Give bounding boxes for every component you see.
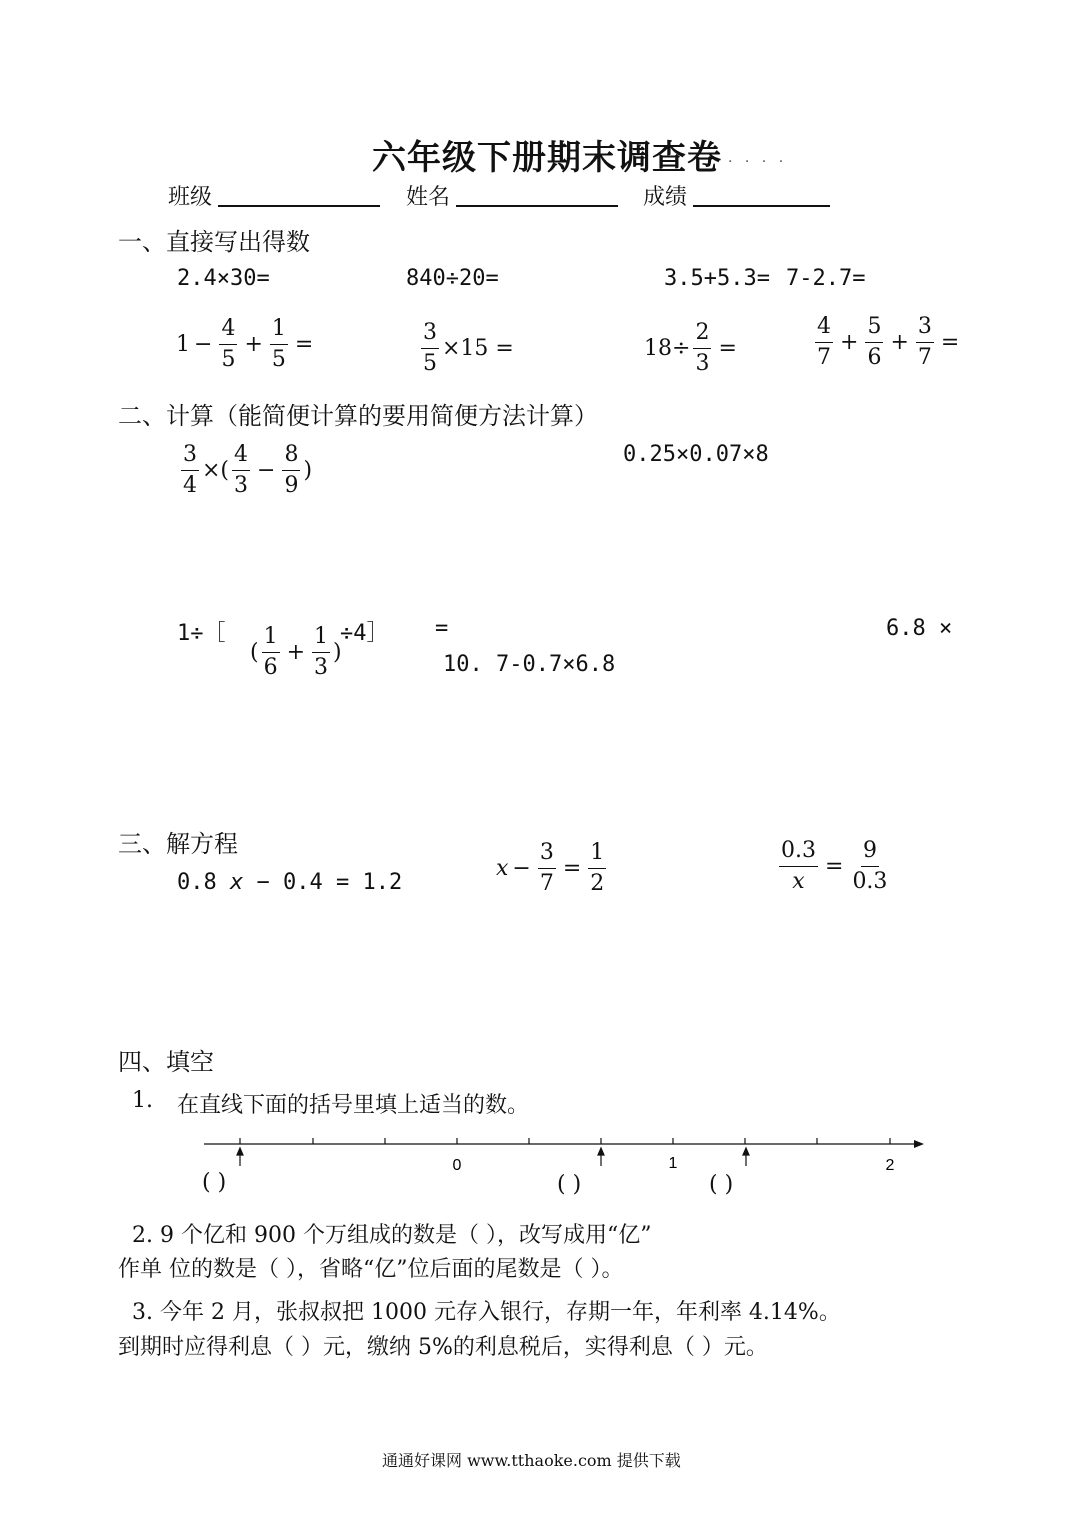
question-3-line-1: 3. 今年 2 月，张叔叔把 1000 元存入银行，存期一年，年利率 4.14%。 [132, 1300, 841, 1325]
answer-blank-3[interactable]: ( ) [709, 1172, 734, 1197]
problem-1-7 [644, 318, 741, 379]
problem-2-3-equals: = [435, 616, 449, 641]
problem-1-6 [418, 318, 514, 379]
term: 1 [176, 332, 190, 357]
problem-1-1: 2.4×30= [177, 266, 270, 291]
fraction: $\frac{4}{5}$ [221, 316, 236, 372]
problem-2-3-lead: 1÷［ [177, 621, 226, 646]
equals: = [294, 332, 314, 357]
operator: + [890, 330, 909, 355]
equals: = [940, 330, 960, 355]
problem-1-8 [812, 312, 963, 373]
problem-1-3: 3.5+5.3= [664, 266, 770, 291]
expr-lead: 18÷ [644, 336, 691, 361]
fraction: $\frac{3}{4}$ [183, 442, 197, 498]
problem-1-5 [176, 314, 317, 375]
operator: − [512, 856, 531, 881]
fraction: $\frac{1}{5}$ [271, 316, 286, 372]
operator: − [194, 332, 213, 357]
fraction: $\frac{2}{3}$ [695, 320, 710, 376]
question-1-text: 在直线下面的括号里填上适当的数。 [177, 1093, 530, 1118]
tick-label-0: 0 [452, 1157, 462, 1174]
equation-1 [177, 870, 402, 895]
operator: + [286, 640, 306, 665]
footer-credit: 通通好课网 www.tthaoke.com 提供下载 [382, 1451, 681, 1470]
problem-2-2: 0.25×0.07×8 [623, 442, 769, 467]
problem-2-3-tail: ÷4］ [340, 621, 389, 646]
answer-blank-1[interactable]: ( ) [202, 1170, 227, 1195]
question-2-line-2: 作单 位的数是（ ），省略“亿”位后面的尾数是（ ）。 [118, 1257, 624, 1282]
tick-label-1: 1 [668, 1155, 678, 1172]
fraction: $\frac{5}{6}$ [867, 314, 882, 370]
fraction: $\frac{4}{7}$ [817, 314, 831, 370]
equals: = [825, 854, 844, 879]
problem-2-5: 6.8 × [886, 616, 953, 641]
operator: − [257, 458, 276, 483]
paren-open: ( [250, 640, 259, 665]
fraction: $\frac{3}{7}$ [917, 314, 932, 370]
fraction: $\frac{8}{9}$ [284, 442, 299, 498]
operator: + [840, 330, 859, 355]
fraction: $\frac{1}{6}$ [263, 624, 278, 680]
score-label: 成绩 [643, 185, 688, 210]
equals: = [562, 856, 582, 881]
expr-mid: ×( [202, 458, 230, 483]
equals: = [718, 336, 737, 361]
fraction: $\frac{0.3}{x}$ [781, 838, 816, 894]
operator: + [244, 332, 263, 357]
fraction: $\frac{3}{5}$ [423, 320, 437, 376]
problem-1-2: 840÷20= [406, 266, 499, 291]
section-3-title: 三、解方程 [118, 830, 238, 858]
fraction: $\frac{9}{0.3}$ [852, 838, 888, 894]
class-field[interactable] [218, 205, 380, 207]
section-1-title: 一、直接写出得数 [118, 228, 310, 256]
equation-rest: − 0.4 = 1.2 [256, 870, 403, 895]
score-field[interactable] [693, 205, 830, 207]
fraction: $\frac{1}{2}$ [590, 840, 605, 896]
fraction: $\frac{3}{7}$ [539, 840, 554, 896]
fraction: $\frac{1}{3}$ [314, 624, 329, 680]
section-4-title: 四、填空 [118, 1048, 214, 1076]
section-2-title: 二、计算（能简便计算的要用简便方法计算） [118, 402, 598, 430]
name-field[interactable] [456, 205, 618, 207]
problem-2-4: 10. 7-0.7×6.8 [443, 652, 616, 677]
variable: x [230, 870, 244, 895]
variable: x [496, 856, 509, 881]
tick-label-2: 2 [885, 1157, 895, 1174]
title-dots: . . . . [728, 150, 788, 166]
page-title: 六年级下册期末调查卷 [372, 138, 722, 178]
problem-1-4: 7-2.7= [786, 266, 866, 291]
problem-2-1 [178, 440, 312, 501]
equation-2 [496, 838, 609, 899]
coefficient: 0.8 [177, 870, 217, 895]
question-1-number: 1. [132, 1088, 153, 1113]
answer-blank-2[interactable]: ( ) [557, 1172, 582, 1197]
expr-close: ) [303, 458, 313, 483]
question-2-line-1: 2. 9 个亿和 900 个万组成的数是（ ），改写成用“亿” [132, 1223, 652, 1248]
name-label: 姓名 [406, 185, 451, 210]
problem-2-3-paren [250, 622, 342, 683]
fraction: $\frac{4}{3}$ [234, 442, 249, 498]
paren-close: ) [333, 640, 342, 665]
equation-3 [776, 836, 892, 897]
question-3-line-2: 到期时应得利息（ ）元，缴纳 5%的利息税后，实得利息（ ）元。 [118, 1335, 768, 1360]
expr-rest: ×15 = [442, 336, 514, 361]
class-label: 班级 [168, 185, 213, 210]
